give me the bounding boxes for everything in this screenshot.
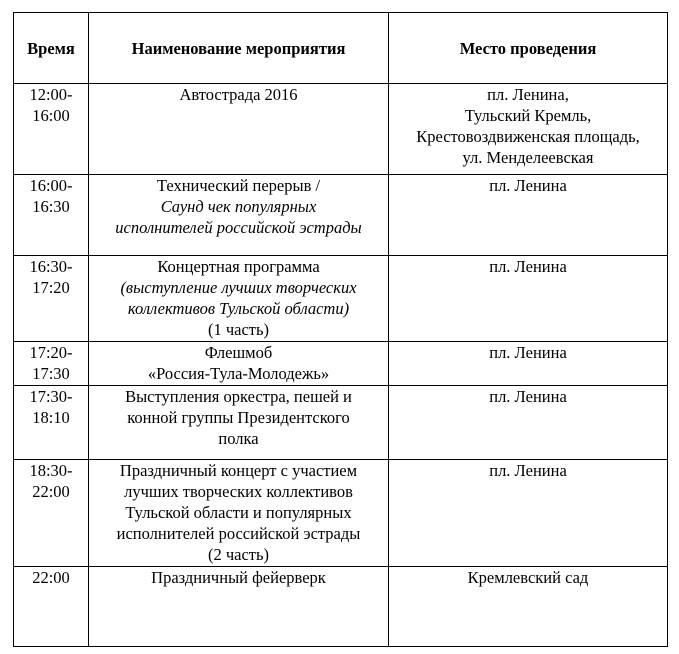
- time-cell: [14, 84, 89, 175]
- place-line: Тульский Кремль,: [464, 106, 592, 125]
- event-cell: [89, 256, 389, 342]
- table-row: [14, 567, 668, 647]
- place-cell: [389, 386, 668, 460]
- time-line: 17:20-: [29, 343, 73, 362]
- place-cell: [389, 460, 668, 567]
- place-cell: [389, 256, 668, 342]
- event-line: конной группы Президентского: [127, 408, 350, 427]
- event-line: Концертная программа: [157, 257, 320, 276]
- place-line: пл. Ленина: [489, 257, 567, 276]
- time-line: 17:30: [32, 364, 70, 383]
- place-line: Крестовоздвиженская площадь,: [416, 127, 640, 146]
- time-line: 16:30: [32, 197, 70, 216]
- schedule-rows: [14, 84, 668, 647]
- time-cell: [14, 256, 89, 342]
- event-line: лучших творческих коллективов: [124, 482, 353, 501]
- time-line: 18:30-: [29, 461, 73, 480]
- time-line: 16:00-: [29, 176, 73, 195]
- table-row: [14, 386, 668, 460]
- time-line: 17:30-: [29, 387, 73, 406]
- header-time: Время: [14, 13, 89, 84]
- time-cell: [14, 175, 89, 256]
- event-line: Тульской области и популярных: [125, 503, 352, 522]
- event-line: (выступление лучших творческих: [120, 278, 357, 297]
- event-line: Флешмоб: [204, 343, 273, 362]
- time-line: 22:00: [32, 482, 70, 501]
- event-line: исполнителей российской эстрады: [115, 218, 362, 237]
- event-cell: [89, 342, 389, 386]
- table-row: [14, 460, 668, 567]
- event-line: (2 часть): [207, 545, 270, 564]
- place-line: пл. Ленина: [489, 176, 567, 195]
- table-row: [14, 256, 668, 342]
- event-line: Автострада 2016: [179, 85, 298, 104]
- event-cell: [89, 175, 389, 256]
- event-cell: [89, 567, 389, 647]
- time-line: 16:30-: [29, 257, 73, 276]
- place-line: пл. Ленина: [489, 343, 567, 362]
- place-cell: [389, 567, 668, 647]
- place-line: пл. Ленина: [489, 387, 567, 406]
- place-cell: [389, 175, 668, 256]
- header-place: Место проведения: [389, 13, 668, 84]
- place-line: пл. Ленина: [489, 461, 567, 480]
- schedule-table: [13, 12, 668, 647]
- header-event: Наименование мероприятия: [89, 13, 389, 84]
- event-cell: [89, 386, 389, 460]
- time-cell: [14, 386, 89, 460]
- place-cell: [389, 84, 668, 175]
- event-line: полка: [218, 429, 259, 448]
- event-line: Праздничный фейерверк: [151, 568, 326, 587]
- time-cell: [14, 460, 89, 567]
- place-line: ул. Менделеевская: [462, 148, 594, 167]
- place-line: Кремлевский сад: [467, 568, 589, 587]
- event-line: (1 часть): [207, 320, 270, 339]
- event-line: Технический перерыв /: [156, 176, 321, 195]
- place-line: пл. Ленина,: [487, 85, 569, 104]
- time-line: 16:00: [32, 106, 70, 125]
- table-row: [14, 342, 668, 386]
- time-line: 12:00-: [29, 85, 73, 104]
- event-line: Саунд чек популярных: [160, 197, 317, 216]
- table-row: [14, 175, 668, 256]
- time-line: 18:10: [32, 408, 70, 427]
- header-row: [14, 13, 668, 84]
- time-line: 22:00: [32, 568, 70, 587]
- time-line: 17:20: [32, 278, 70, 297]
- time-cell: [14, 567, 89, 647]
- event-line: исполнителей российской эстрады: [116, 524, 361, 543]
- event-cell: [89, 460, 389, 567]
- time-cell: [14, 342, 89, 386]
- place-cell: [389, 342, 668, 386]
- event-line: Выступления оркестра, пешей и: [125, 387, 352, 406]
- table-row: [14, 84, 668, 175]
- event-line: коллективов Тульской области): [127, 299, 350, 318]
- event-cell: [89, 84, 389, 175]
- event-line: Праздничный концерт с участием: [119, 461, 358, 480]
- event-line: «Россия-Тула-Молодежь»: [147, 364, 330, 383]
